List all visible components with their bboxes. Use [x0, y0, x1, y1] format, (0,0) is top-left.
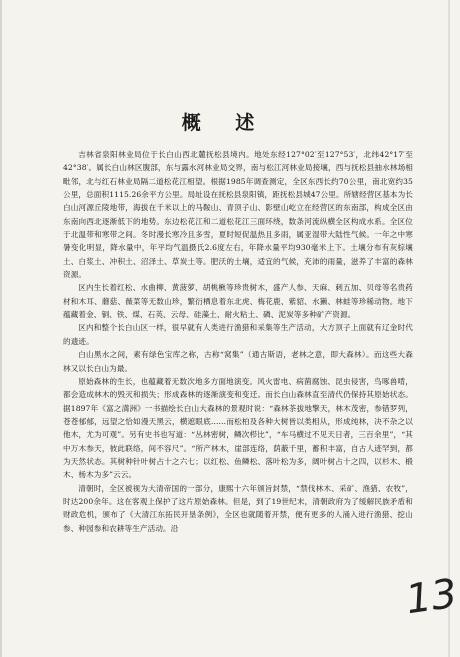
paragraph: 原始森林的生长，也蕴藏着无数次地多方面地演变。风火雷电、病菌腐蚀、昆虫侵害，鸟啄兽啃，都会造成林木的毁灭和损失；形成森林的逐渐演变和变迁。而长白山森林直至清代仍保持其原始状态。据1897年《富之満洲》一书描绘长白山大森林的景观时说：“森林茶拔地擎天，林木茂密，参错罗列，苍苍郁郁，远望之恰如漫天黑云，横遮眼底……而松柏及各种大树皆以类相从，形成纯林，决不杂之以他木，尤为可观”。另有史书也写道：“丛林密树，鳞次栉比”，“车马横过不见天日者，三百余里”，“其中万木参天，彼此联络，间不容尺”。“所产林木，崖部连络，荫蔽千里，蓄积丰富，自古人迹罕到，都为天然状态。其树种针叶树占十之六七；以红松、鱼鳞松、落叶松为多，阔叶树占十之四，以杉木、椴木、杨木为多”云云。 [63, 376, 413, 480]
paragraph: 白山黑水之间，素有绿色宝库之称，古称“窝集”（通古斯语，老林之意，即大森林）。而这些大森林又以长白山为最。 [63, 350, 413, 373]
page-title: 概 述 [181, 112, 269, 134]
paragraph: 区内和整个长白山区一样，很早就有人类进行渔猎和采集等生产活动，大方顶子上面就有辽金时代的遗迹。 [63, 323, 413, 346]
body-text [63, 148, 413, 535]
paragraph: 区内生长着红松、水曲柳、黄菠萝、胡桃楸等珍贵树木，盛产人参、天麻、刺五加、贝母等名贵药材和木耳、蘑菇、薇菜等无数山珍，繁衍栖息着东北虎、梅花鹿、紫貂、水獭、林蛙等珍稀动物。地下蕴藏着金、铜、铁、煤、石英、云母、硅藻土、耐火粘土、磷、泥炭等多种矿产资源。 [63, 283, 413, 320]
paragraph: 吉林省泉阳林业局位于长白山西北麓抚松县境内。地处东经127°02′至127°53′，北纬42°17′至42°38′。属长白山林区腹部，东与露水河林业局交界，南与松江河林业局接壤，西与抚松县抽水林场相毗邻，北与红石林业局隔二道松花江相望。根据1985年调查测定，全区东西长约70公里，南北宽约35公里，总面积1115.26余平方公里。局址设在抚松县泉阳镇，距抚松县城47公里。所辖经营区基本为长白山河源丘陵地带，海拔在千米以上的马鞍山、青顶子山、影壁山屹立在经营区的东南部，构成全区由东南向西北逐渐低下的地势。东边松花江和二道松花江三面环绕，数条河流纵横全区构成水系。全区位于北温带和寒带之间。冬时漫长寒冷且多雪，夏时短促温热且多雨，属亚湿带大陆性气候。一年之中寒暑变化明显，降水量中，年平均气温摄氏2.6度左右，年降水量平均930毫米上下。土壤分布有灰棕壤土、白浆土、冲积土、沼泽土、草炭土等。肥沃的土壤，适宜的气候，充沛的雨量，滋养了丰富的森林资源。 [63, 150, 413, 280]
scan-edge-shadow [448, 0, 450, 657]
paragraph: 清朝时，全区被视为大清帝国的一部分，康熙十六年颁旨封禁，“禁伐林木、采矿、渔猎、农牧”，时达200余年。这在客观上保护了这片原始森林。但是，到了19世纪末，清朝政府为了缓解民族矛盾和财政危机，颁布了《大清江东拓民开垦条例》，全区也就随着开禁，便有更多的人涌入进行渔猎、挖山参、种园参和农耕等生产活动。沿 [63, 483, 413, 533]
handwritten-page-number: 13 [403, 570, 460, 624]
scan-edge-shadow [0, 0, 2, 657]
